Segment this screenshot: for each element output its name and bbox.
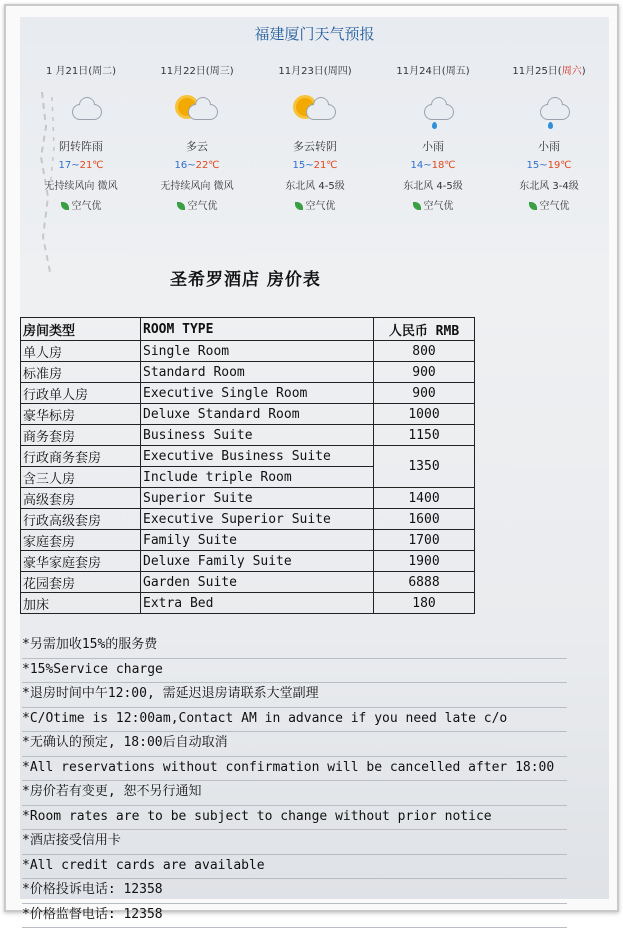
note-line: *退房时间中午12:00, 需延迟退房请联系大堂副理 [22, 683, 567, 708]
room-type-cn: 行政商务套房 [21, 446, 141, 467]
note-line: *All reservations without confirmation will be cancelled after 18:00 [22, 757, 567, 782]
forecast-condition: 小雨 [374, 138, 492, 154]
forecast-air: 空气优 [138, 197, 256, 212]
forecast-wind: 东北风 3-4级 [490, 177, 608, 192]
room-type-cn: 豪华家庭套房 [21, 551, 141, 572]
room-type-cn: 花园套房 [21, 572, 141, 593]
weather-title: 福建厦门天气预报 [20, 23, 609, 44]
room-price: 1700 [374, 530, 475, 551]
room-price: 1900 [374, 551, 475, 572]
room-price: 1150 [374, 425, 475, 446]
note-line: *All credit cards are available [22, 855, 567, 880]
room-type-en: Superior Suite [141, 488, 374, 509]
table-row [21, 404, 475, 425]
forecast-date: 11月24日(周五) [374, 62, 492, 78]
leaf-icon [413, 202, 421, 210]
room-type-en: Family Suite [141, 530, 374, 551]
room-type-en: Executive Business Suite [141, 446, 374, 467]
room-type-cn: 豪华标房 [21, 404, 141, 425]
note-line: *C/Otime is 12:00am,Contact AM in advance if you need late c/o [22, 708, 567, 733]
room-type-cn: 家庭套房 [21, 530, 141, 551]
table-row [21, 341, 475, 362]
forecast-air: 空气优 [256, 197, 374, 212]
light-rain-icon [526, 92, 572, 132]
table-header-row [21, 318, 475, 341]
room-type-cn: 含三人房 [21, 467, 141, 488]
header-price: 人民币 RMB [374, 318, 475, 341]
room-price: 900 [374, 362, 475, 383]
hotel-rate-title: 圣希罗酒店 房价表 [170, 265, 321, 290]
table-row [21, 551, 475, 572]
note-line: *酒店接受信用卡 [22, 830, 567, 855]
table-row [21, 425, 475, 446]
note-line: *价格投诉电话: 12358 [22, 879, 567, 904]
note-line: *Room rates are to be subject to change without prior notice [22, 806, 567, 831]
room-type-cn: 行政高级套房 [21, 509, 141, 530]
room-type-en: Deluxe Family Suite [141, 551, 374, 572]
forecast-condition: 多云 [138, 138, 256, 154]
room-price: 900 [374, 383, 475, 404]
leaf-icon [295, 202, 303, 210]
forecast-temperature: 14~18℃ [374, 160, 492, 171]
forecast-day-4 [374, 62, 492, 212]
table-row [21, 572, 475, 593]
room-type-en: Extra Bed [141, 593, 374, 614]
table-row [21, 593, 475, 614]
forecast-air: 空气优 [374, 197, 492, 212]
forecast-wind: 东北风 4-5级 [256, 177, 374, 192]
forecast-wind: 无持续风向 微风 [138, 177, 256, 192]
note-line: *15%Service charge [22, 659, 567, 684]
note-line: *无确认的预定, 18:00后自动取消 [22, 732, 567, 757]
note-line: *另需加收15%的服务费 [22, 634, 567, 659]
forecast-temperature: 16~22℃ [138, 160, 256, 171]
table-row [21, 509, 475, 530]
room-price: 180 [374, 593, 475, 614]
room-rate-table [20, 317, 475, 614]
forecast-temperature: 15~19℃ [490, 160, 608, 171]
room-type-en: Garden Suite [141, 572, 374, 593]
forecast-day-3 [256, 62, 374, 212]
partly-cloudy-icon [174, 92, 220, 132]
leaf-icon [529, 202, 537, 210]
table-row [21, 383, 475, 404]
room-price: 1000 [374, 404, 475, 425]
forecast-date: 11月22日(周三) [138, 62, 256, 78]
leaf-icon [177, 202, 185, 210]
forecast-condition: 小雨 [490, 138, 608, 154]
note-line: *价格监督电话: 12358 [22, 904, 567, 928]
partly-cloudy-icon [292, 92, 338, 132]
light-rain-icon [410, 92, 456, 132]
room-type-cn: 高级套房 [21, 488, 141, 509]
room-type-en: Standard Room [141, 362, 374, 383]
notes-list [22, 634, 567, 928]
room-type-cn: 行政单人房 [21, 383, 141, 404]
forecast-air: 空气优 [22, 197, 140, 212]
header-room-type-cn: 房间类型 [21, 318, 141, 341]
forecast-wind: 东北风 4-5级 [374, 177, 492, 192]
room-price: 800 [374, 341, 475, 362]
table-row [21, 488, 475, 509]
room-type-cn: 加床 [21, 593, 141, 614]
forecast-condition: 多云转阴 [256, 138, 374, 154]
forecast-day-1 [22, 62, 140, 212]
header-room-type-en: ROOM TYPE [141, 318, 374, 341]
forecast-temperature: 15~21℃ [256, 160, 374, 171]
room-price: 1600 [374, 509, 475, 530]
room-type-cn: 单人房 [21, 341, 141, 362]
forecast-date: 11月25日(周六) [490, 62, 608, 78]
table-row [21, 362, 475, 383]
forecast-day-2 [138, 62, 256, 212]
leaf-icon [61, 202, 69, 210]
room-price: 1400 [374, 488, 475, 509]
room-type-en: Executive Single Room [141, 383, 374, 404]
room-type-cn: 标准房 [21, 362, 141, 383]
note-line: *房价若有变更, 恕不另行通知 [22, 781, 567, 806]
photo [20, 17, 609, 899]
room-type-en: Single Room [141, 341, 374, 362]
forecast-condition: 阴转阵雨 [22, 138, 140, 154]
room-type-cn: 商务套房 [21, 425, 141, 446]
room-type-en: Include triple Room [141, 467, 374, 488]
room-price: 6888 [374, 572, 475, 593]
forecast-wind: 无持续风向 微风 [22, 177, 140, 192]
forecast-date: 11月23日(周四) [256, 62, 374, 78]
forecast-day-5 [490, 62, 608, 212]
room-price: 1350 [374, 446, 475, 488]
forecast-air: 空气优 [490, 197, 608, 212]
forecast-date: 1 月21日(周二) [22, 62, 140, 78]
room-type-en: Business Suite [141, 425, 374, 446]
forecast-temperature: 17~21℃ [22, 160, 140, 171]
room-type-en: Deluxe Standard Room [141, 404, 374, 425]
table-row [21, 446, 475, 467]
cloud-icon [58, 92, 104, 132]
table-row [21, 530, 475, 551]
photo-frame [4, 4, 619, 912]
room-type-en: Executive Superior Suite [141, 509, 374, 530]
